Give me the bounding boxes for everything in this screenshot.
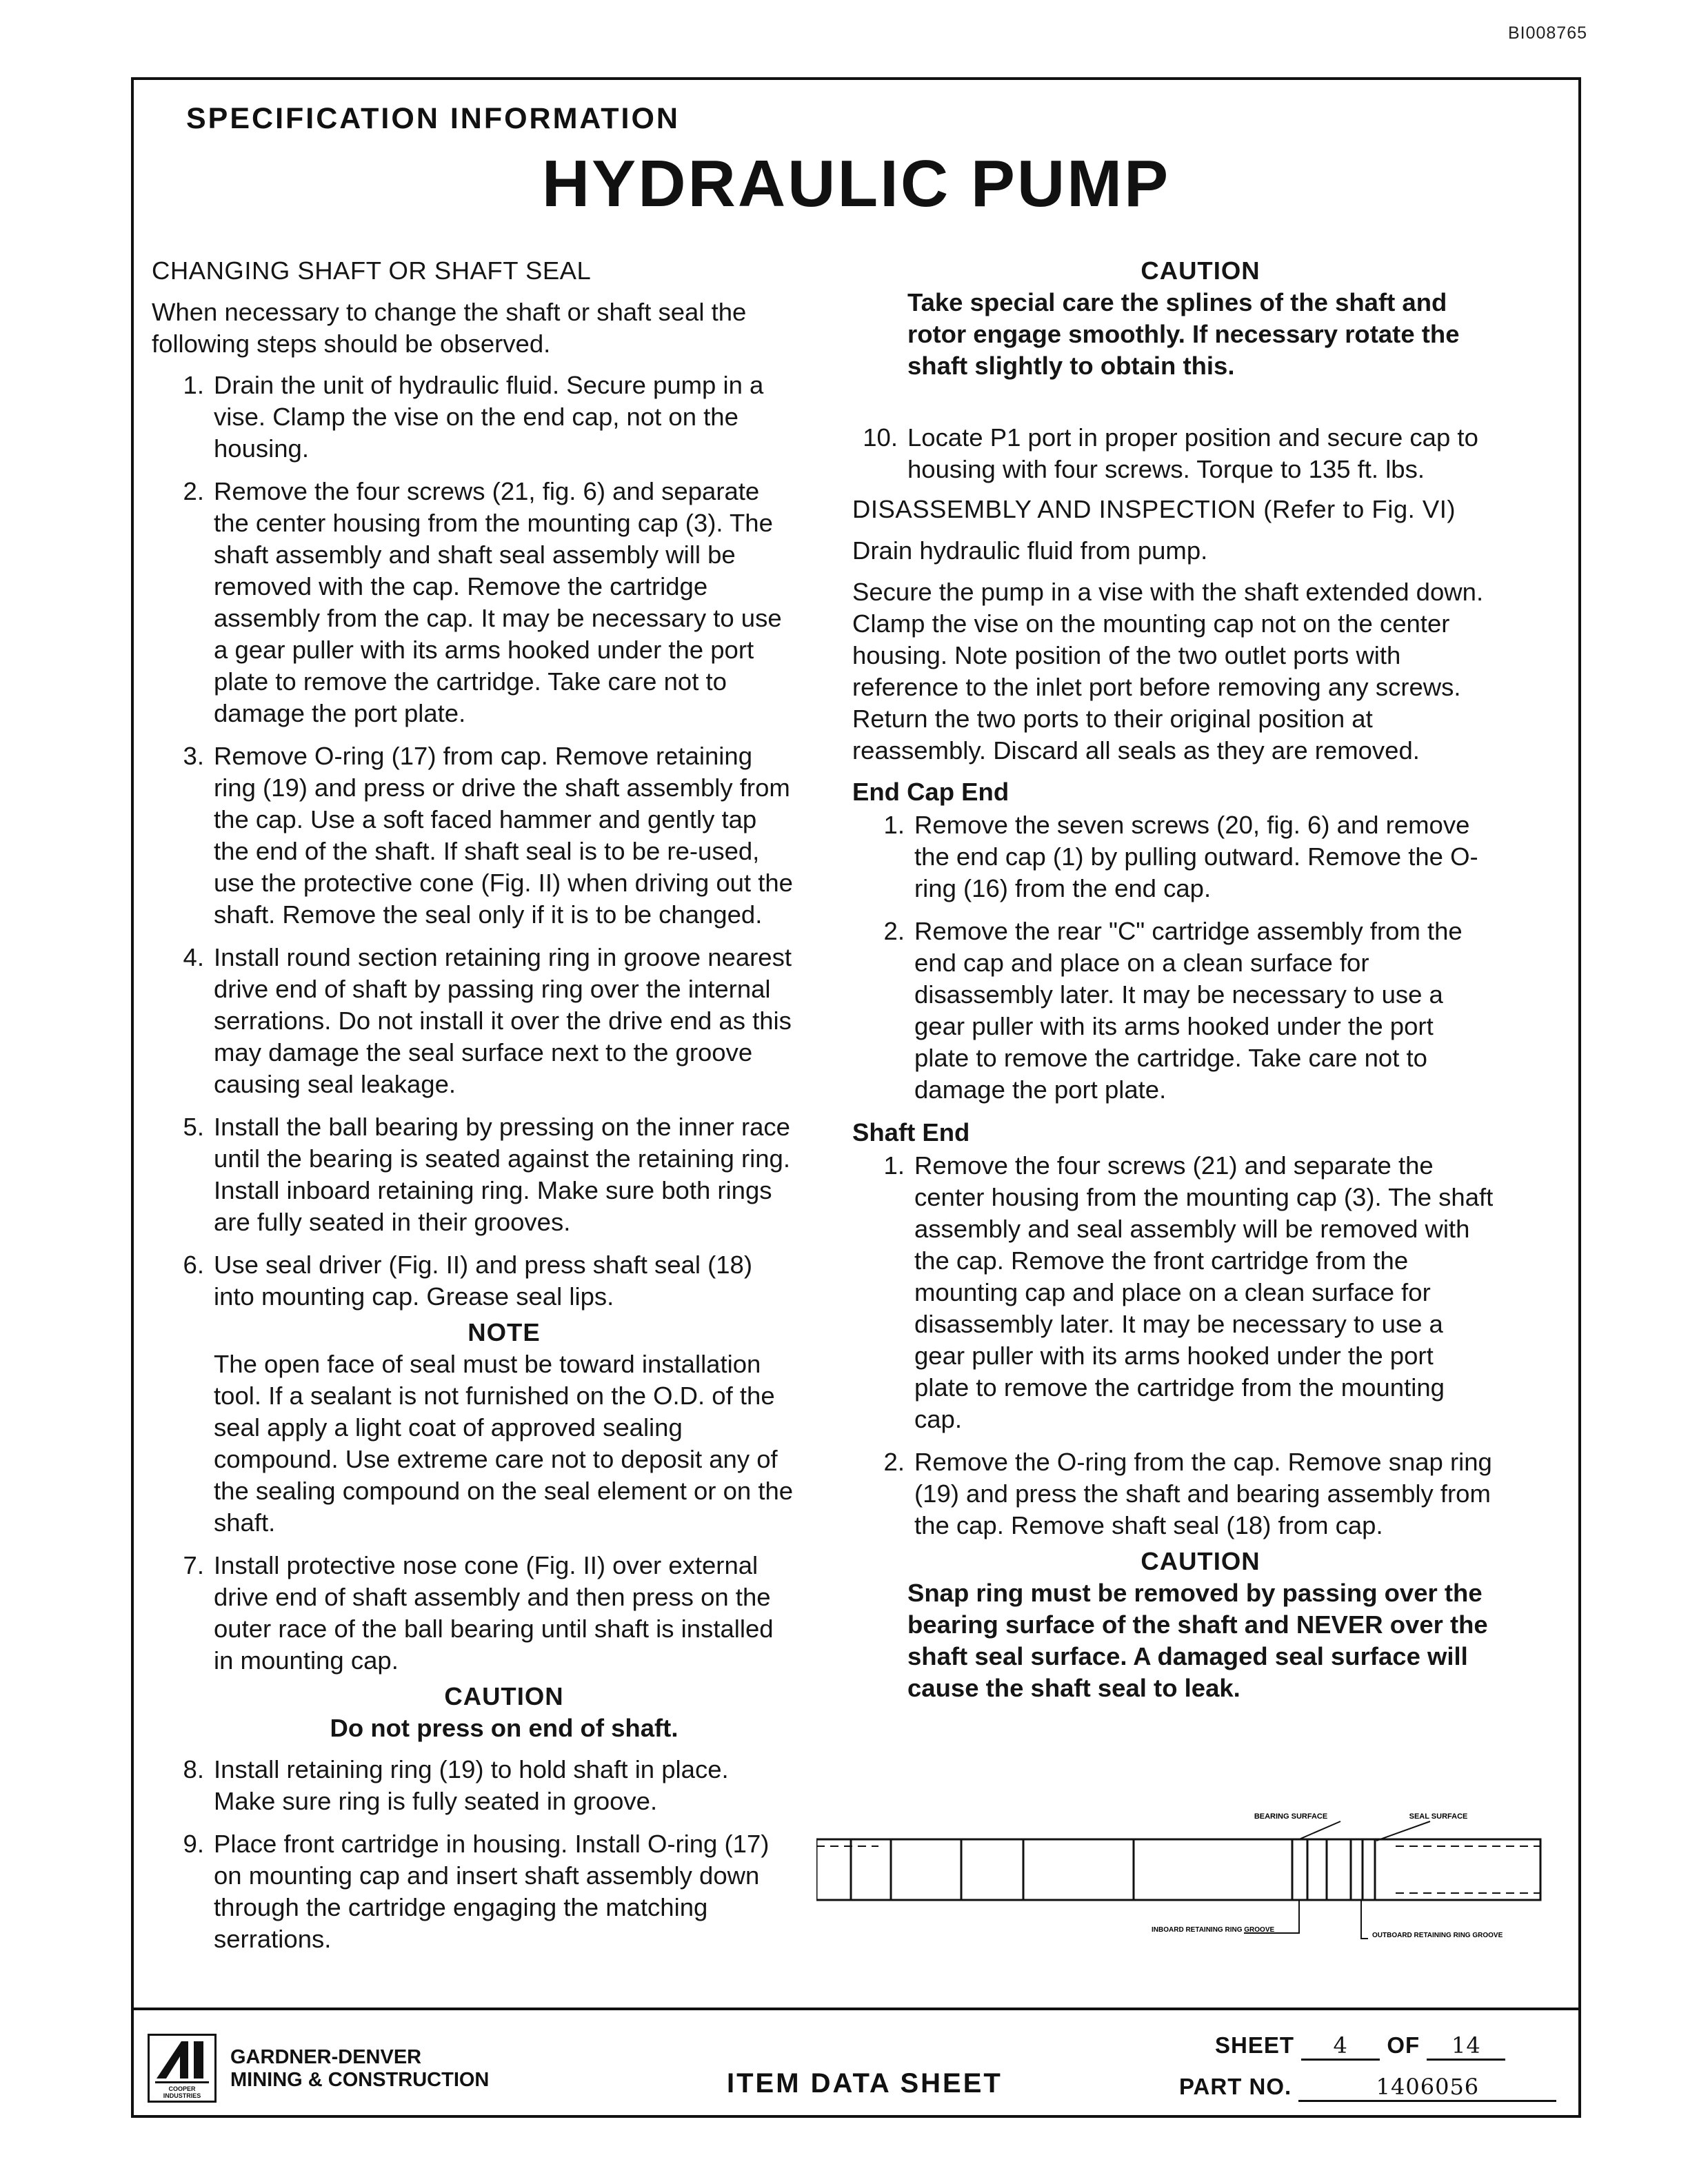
caution-title: CAUTION [1141, 256, 1260, 285]
section-title-changing-shaft: CHANGING SHAFT OR SHAFT SEAL [152, 256, 592, 285]
intro-paragraph: When necessary to change the shaft or shaft seal the following steps should be observed. [152, 298, 747, 358]
caution-box-splines [907, 255, 1494, 382]
step-number: 2. [883, 917, 905, 945]
step-text: Remove the rear "C" cartridge assembly from the end cap and place on a clean surface for disassembly later. It may be necessary to use a gear puller with its arms hooked under the port plate to remove the cartridge. Take care not to damage the port plate. [914, 917, 1463, 1104]
gd-logo-icon [150, 2036, 214, 2087]
company-logo [148, 2034, 217, 2103]
sheet-total: 14 [1427, 2032, 1505, 2061]
list-item [852, 916, 1494, 1106]
caution-title: CAUTION [1141, 1547, 1260, 1575]
step-text: Install round section retaining ring in groove nearest drive end of shaft by passing ring over the internal serrations. Do not install it over the drive end as this may damage the seal surface next to the groove causing seal leakage. [214, 943, 792, 1098]
caution-title: CAUTION [444, 1682, 564, 1710]
step-text: Locate P1 port in proper position and secure cap to housing with four screws. Torque to 135 ft. lbs. [907, 423, 1478, 483]
shaft-end-steps [852, 1150, 1494, 1541]
shaft-diagram [816, 1801, 1551, 2024]
subhead-shaft-end: Shaft End [852, 1118, 970, 1146]
step-text: Install the ball bearing by pressing on the inner race until the bearing is seated against the retaining ring. Install inboard retaining ring. Make sure both rings are fully seated in their grooves. [214, 1113, 790, 1236]
spec-label: SPECIFICATION INFORMATION [186, 102, 680, 135]
list-item [152, 476, 794, 729]
title-block [134, 2008, 1578, 2121]
step-number: 3. [183, 742, 204, 770]
company-line-1: GARDNER-DENVER [230, 2046, 422, 2068]
step-text: Remove the four screws (21) and separate the center housing from the mounting cap (3). The shaft assembly and seal assembly will be removed with the cap. Remove the front cartridge from the mounting cap and place on a clean surface for disassembly later. It may be necessary to use a gear puller with its arms hooked under the port plate to remove the cartridge from the mounting cap. [914, 1151, 1494, 1433]
page-title: HYDRAULIC PUMP [541, 147, 1171, 221]
sheet-number-line [1215, 2032, 1505, 2061]
note-text: The open face of seal must be toward installation tool. If a sealant is not furnished on the O.D. of the seal apply a light coat of approved sealing compound. Use extreme care not to deposit any of the sealing compound on the seal element or on the shaft. [214, 1350, 794, 1537]
step-number: 9. [183, 1830, 204, 1858]
spec-sheet-frame [131, 77, 1581, 2118]
label-seal-surface: SEAL SURFACE [1409, 1812, 1468, 1821]
list-item [852, 422, 1494, 485]
item-data-sheet-label: ITEM DATA SHEET [727, 2068, 1003, 2099]
shaft-diagram-svg [816, 1801, 1551, 2024]
caution-text: Take special care the splines of the shaft and rotor engage smoothly. If necessary rotate the shaft slightly to obtain this. [907, 288, 1460, 380]
step-text: Drain the unit of hydraulic fluid. Secure pump in a vise. Clamp the vise on the end cap, not on the housing. [214, 371, 764, 463]
step-number: 6. [183, 1251, 204, 1279]
step-number: 2. [883, 1448, 905, 1476]
list-item [152, 1249, 794, 1313]
label-outboard-groove: OUTBOARD RETAINING RING GROOVE [1372, 1932, 1503, 1939]
step-number: 2. [183, 477, 204, 505]
note-title: NOTE [468, 1318, 541, 1346]
left-column [152, 255, 794, 1966]
list-item [152, 942, 794, 1100]
step-text: Place front cartridge in housing. Install O-ring (17) on mounting cap and insert shaft assembly down through the cartridge engaging the matching serrations. [214, 1830, 770, 1953]
step-number: 8. [183, 1755, 204, 1783]
changing-steps-list [152, 370, 794, 1313]
step-text: Install protective nose cone (Fig. II) over external drive end of shaft assembly and then press on the outer race of the ball bearing until shaft is installed in mounting cap. [214, 1551, 774, 1675]
end-cap-steps [852, 809, 1494, 1106]
steps-8-9 [152, 1754, 794, 1955]
section-title-disassembly: DISASSEMBLY AND INSPECTION (Refer to Fig. VI) [852, 495, 1456, 523]
list-item [152, 1550, 794, 1677]
part-no-label: PART NO. [1179, 2074, 1292, 2099]
caution-box-left [214, 1681, 794, 1744]
step-number: 1. [183, 371, 204, 399]
step-number: 5. [183, 1113, 204, 1141]
step-number: 1. [883, 1151, 905, 1180]
step-text: Use seal driver (Fig. II) and press shaft seal (18) into mounting cap. Grease seal lips. [214, 1251, 752, 1311]
caution-box-snap-ring [907, 1546, 1494, 1704]
sheet-number: 4 [1301, 2032, 1380, 2061]
step-number: 10. [863, 423, 898, 452]
list-item [852, 1150, 1494, 1435]
of-label: OF [1387, 2032, 1420, 2058]
step-text: Remove the seven screws (20, fig. 6) and remove the end cap (1) by pulling outward. Remove the O-ring (16) from the end cap. [914, 811, 1478, 902]
list-item [852, 809, 1494, 904]
company-name [230, 2046, 489, 2092]
list-item [152, 370, 794, 465]
caution-text: Do not press on end of shaft. [330, 1714, 679, 1742]
step-text: Remove O-ring (17) from cap. Remove retaining ring (19) and press or drive the shaft assembly from the cap. Use a soft faced hammer and gently tap the end of the shaft. If shaft seal is to be re-used, use the protective cone (Fig. II) when driving out the shaft. Remove the seal only if it is to be changed. [214, 742, 793, 929]
step-number: 1. [883, 811, 905, 839]
company-line-2: MINING & CONSTRUCTION [230, 2069, 490, 2091]
step-text: Remove the O-ring from the cap. Remove snap ring (19) and press the shaft and bearing assembly from the cap. Remove shaft seal (18) from cap. [914, 1448, 1492, 1539]
step-7 [152, 1550, 794, 1677]
step-number: 7. [183, 1551, 204, 1579]
list-item [152, 740, 794, 931]
step-text: Install retaining ring (19) to hold shaft in place. Make sure ring is fully seated in groove. [214, 1755, 729, 1815]
step-text: Remove the four screws (21, fig. 6) and separate the center housing from the mounting cap (3). The shaft assembly and shaft seal assembly will be removed with the cap. Remove the cartridge assembly from the cap. It may be necessary to use a gear puller with its arms hooked under the port plate to remove the cartridge. Take care not to damage the port plate. [214, 477, 782, 727]
note-box [214, 1317, 794, 1539]
list-item [852, 1446, 1494, 1541]
part-number: 1406056 [1298, 2074, 1556, 2102]
right-column [852, 255, 1494, 1719]
step-10 [852, 422, 1494, 485]
document-id: BI008765 [1507, 23, 1587, 43]
paragraph-secure: Secure the pump in a vise with the shaft extended down. Clamp the vise on the mounting cap not on the center housing. Note position of the two outlet ports with reference to the inlet port before removing any screws. Return the two ports to their original position at reassembly. Discard all seals as they are removed. [852, 578, 1484, 765]
label-bearing-surface: BEARING SURFACE [1254, 1812, 1328, 1821]
part-number-line [1179, 2074, 1556, 2102]
list-item [152, 1111, 794, 1238]
list-item [152, 1754, 794, 1817]
shaft-outline [816, 1839, 1540, 1900]
sheet-label: SHEET [1215, 2032, 1295, 2058]
paragraph-drain: Drain hydraulic fluid from pump. [852, 536, 1208, 565]
subhead-end-cap: End Cap End [852, 778, 1009, 806]
step-number: 4. [183, 943, 204, 971]
caution-text: Snap ring must be removed by passing over the bearing surface of the shaft and NEVER over the shaft seal surface. A damaged seal surface will cause the shaft seal to leak. [907, 1579, 1488, 1702]
logo-text: COOPER INDUSTRIES [163, 2085, 201, 2099]
list-item [152, 1828, 794, 1955]
label-inboard-groove: INBOARD RETAINING RING GROOVE [1152, 1926, 1275, 1934]
